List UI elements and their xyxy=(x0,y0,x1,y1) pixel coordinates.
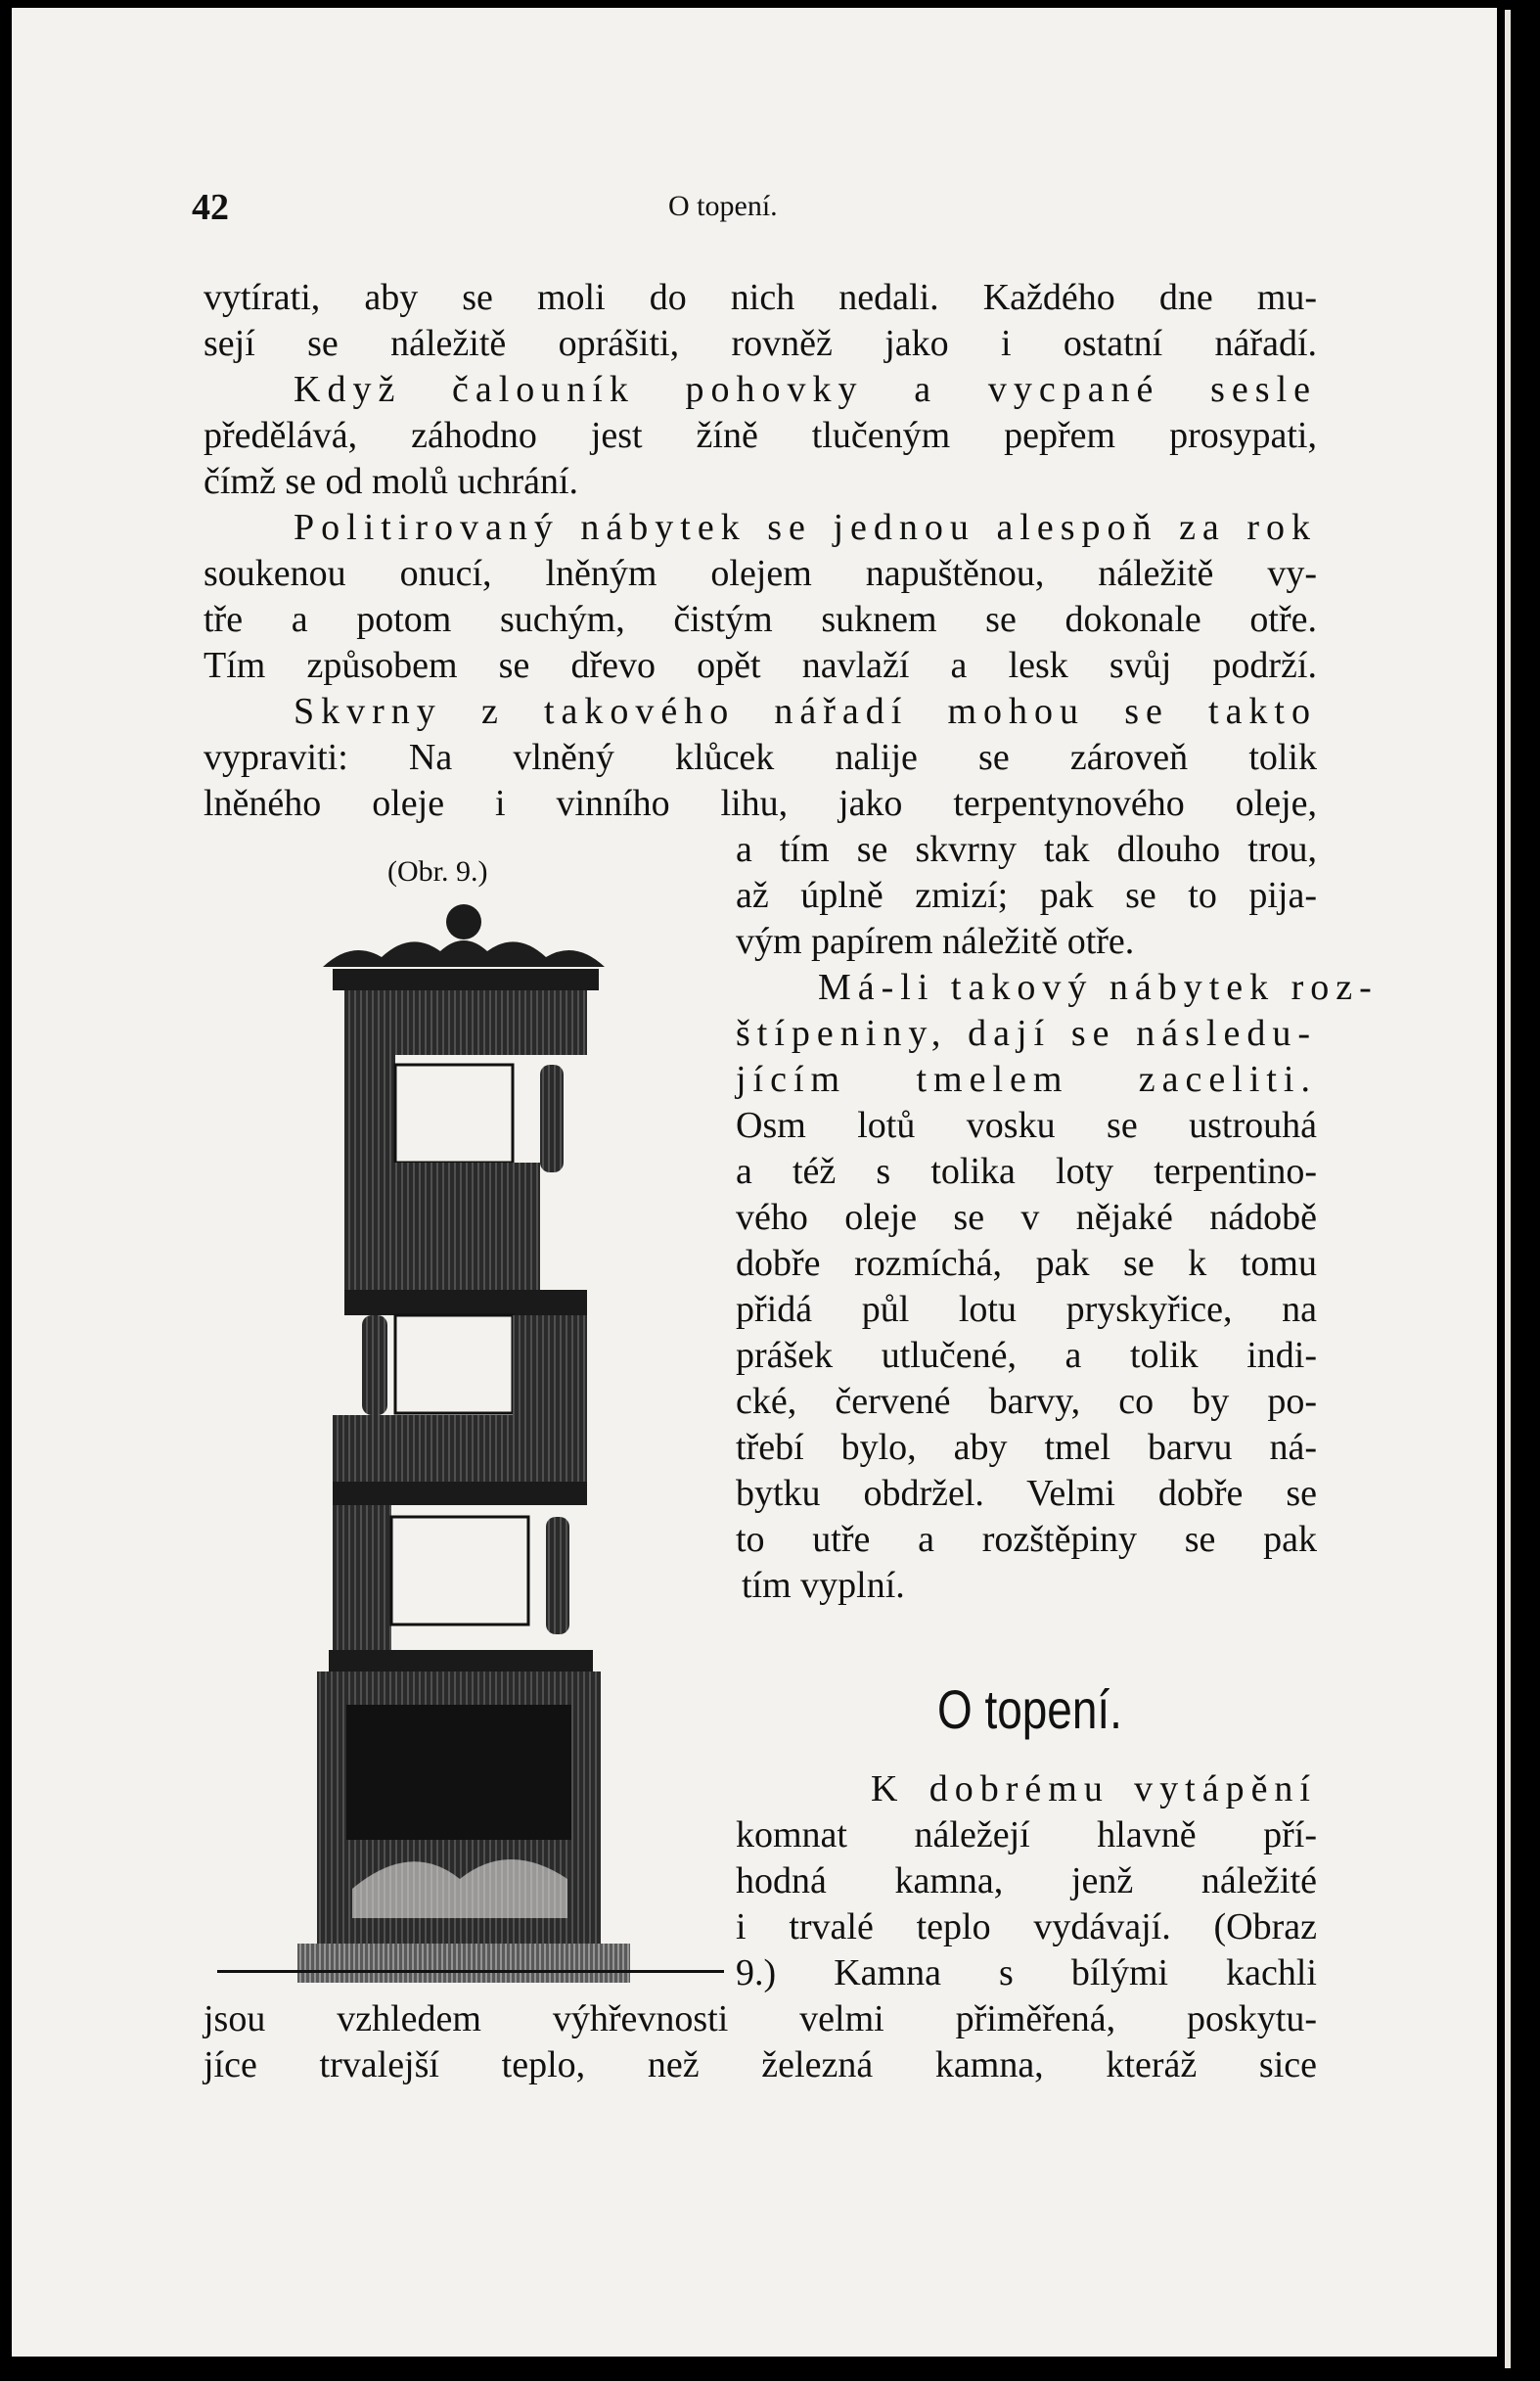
text-line: dobře rozmíchá, pak se k tomu xyxy=(736,1243,1317,1284)
section-title: O topení. xyxy=(937,1678,1122,1740)
text-line: až úplně zmizí; pak se to pija- xyxy=(736,875,1317,916)
text-line: Politirovaný nábytek se jednou alespoň za rok xyxy=(294,507,1317,548)
figure-caption: (Obr. 9.) xyxy=(387,855,488,888)
text-line: vypraviti: Na vlněný klůcek nalije se zároveň tolik xyxy=(204,737,1317,778)
text-line: vytírati, aby se moli do nich nedali. Každého dne mu- xyxy=(204,277,1317,318)
text-line: čímž se od molů uchrání. xyxy=(204,461,579,502)
text-line: vého oleje se v nějaké nádobě xyxy=(736,1197,1317,1238)
text-line: cké, červené barvy, co by po- xyxy=(736,1381,1317,1422)
text-line: jíce trvalejší teplo, než železná kamna, kteráž sice xyxy=(204,2044,1317,2085)
page-number: 42 xyxy=(192,187,229,228)
text-line: hodná kamna, jenž náležité xyxy=(736,1860,1317,1901)
text-line: Osm lotů vosku se ustrouhá xyxy=(736,1105,1317,1146)
text-line: jícím tmelem zaceliti. xyxy=(736,1059,1317,1100)
text-line: K dobrému vytápění xyxy=(871,1768,1317,1809)
text-line: předělává, záhodno jest žíně tlučeným pepřem prosypati, xyxy=(204,415,1317,456)
text-line: Skvrny z takového nářadí mohou se takto xyxy=(294,691,1317,732)
text-line: a tím se skvrny tak dlouho trou, xyxy=(736,829,1317,870)
text-line: Když čalouník pohovky a vycpané sesle xyxy=(294,369,1317,410)
text-line: sejí se náležitě oprášiti, rovněž jako i ostatní nářadí. xyxy=(204,323,1317,364)
text-line: Tím způsobem se dřevo opět navlaží a lesk svůj podrží. xyxy=(204,645,1317,686)
text-line: vým papírem náležitě otře. xyxy=(736,921,1135,962)
text-line: štípeniny, dají se následu- xyxy=(736,1013,1317,1054)
text-line: komnat náležejí hlavně pří- xyxy=(736,1814,1317,1855)
page-header xyxy=(0,186,1540,235)
text-line: soukenou onucí, lněným olejem napuštěnou, náležitě vy- xyxy=(204,553,1317,594)
scan-border xyxy=(1497,0,1540,2381)
text-line: a též s tolika loty terpentino- xyxy=(736,1151,1317,1192)
stove-illustration xyxy=(294,900,724,1987)
text-line: bytku obdržel. Velmi dobře se xyxy=(736,1473,1317,1514)
text-line: jsou vzhledem výhřevnosti velmi přiměřená, poskytu- xyxy=(204,1998,1317,2039)
running-title: O topení. xyxy=(668,190,778,222)
text-line: i trvalé teplo vydávají. (Obraz xyxy=(736,1906,1317,1947)
text-line: Má-li takový nábytek roz- xyxy=(818,967,1379,1008)
text-line: prášek utlučené, a tolik indi- xyxy=(736,1335,1317,1376)
text-line: třebí bylo, aby tmel barvu ná- xyxy=(736,1427,1317,1468)
text-line: to utře a rozštěpiny se pak xyxy=(736,1519,1317,1560)
text-line: tře a potom suchým, čistým suknem se dokonale otře. xyxy=(204,599,1317,640)
floor-rule xyxy=(217,1970,724,1973)
text-line: lněného oleje i vinního lihu, jako terpentynového oleje, xyxy=(204,783,1317,824)
text-line: 9.) Kamna s bílými kachli xyxy=(736,1952,1317,1993)
text-line: přidá půl lotu pryskyřice, na xyxy=(736,1289,1317,1330)
text-line: tím vyplní. xyxy=(742,1565,905,1606)
